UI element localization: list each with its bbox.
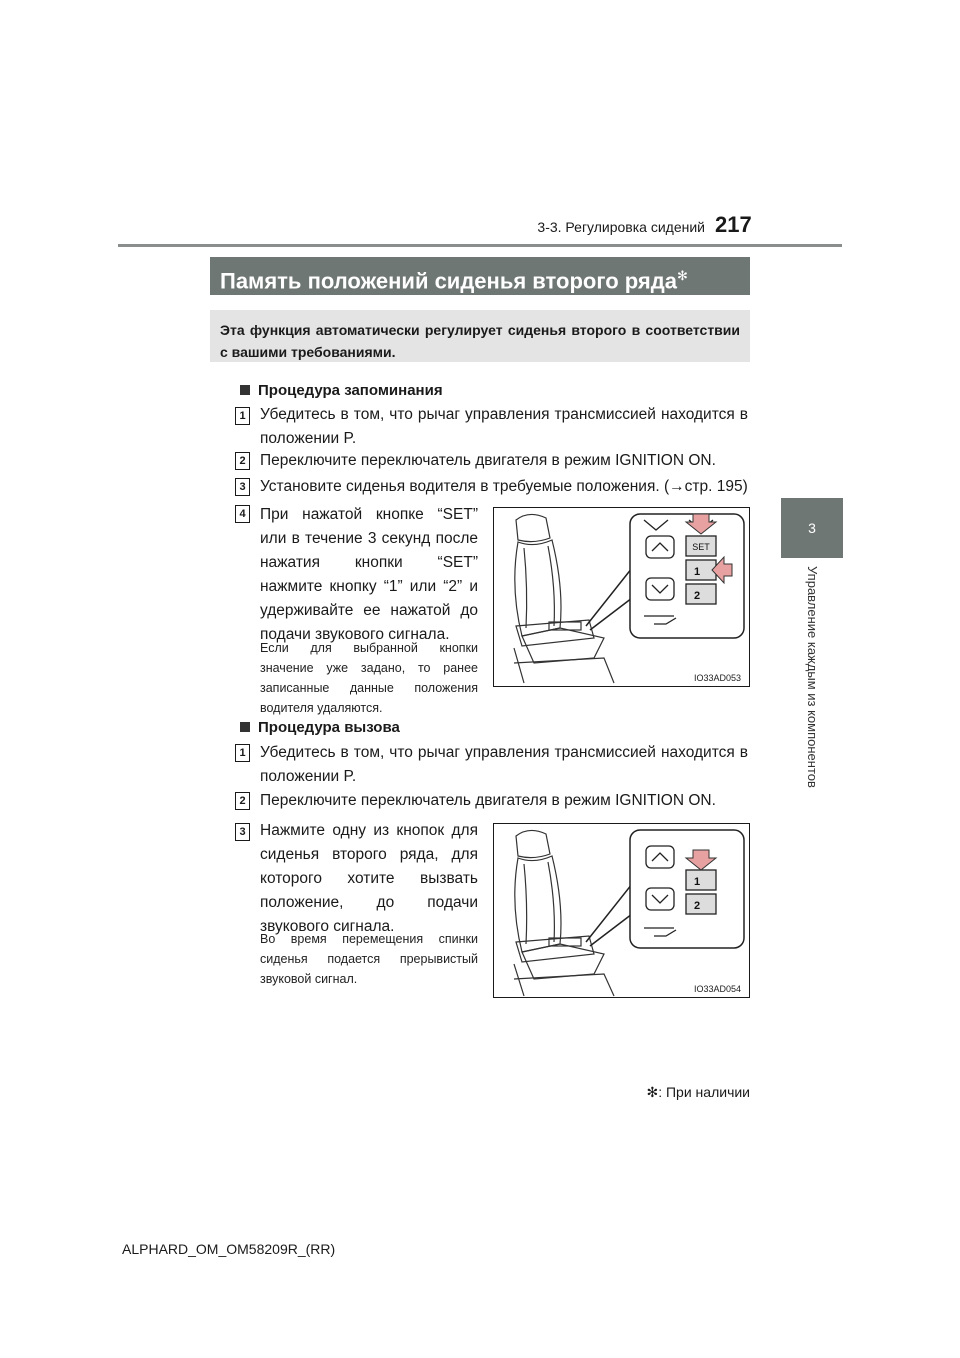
optional-star-icon: ✻ xyxy=(676,268,688,283)
set-button-label: SET xyxy=(692,542,710,552)
step-number: 3 xyxy=(235,823,250,841)
step-number: 1 xyxy=(235,744,250,762)
step-text: Установите сиденья водителя в требуемые положения. (→стр. 195) xyxy=(260,478,748,495)
intro-box: Эта функция автоматически регулирует сиденья второго в соответствии с вашими требованиями. xyxy=(210,310,750,362)
chapter-tab[interactable]: 3 xyxy=(781,498,843,558)
square-bullet-icon xyxy=(240,722,250,732)
recall-note: Во время перемещения спинки сиденья подается прерывистый звуковой сигнал. xyxy=(260,932,478,986)
figure-code: IO33AD053 xyxy=(694,673,742,683)
figure-set-memory xyxy=(493,507,750,687)
step-number: 4 xyxy=(235,505,250,523)
memory-button-1-label: 1 xyxy=(694,566,701,578)
figure-code: IO33AD054 xyxy=(694,984,742,994)
step-number: 1 xyxy=(235,407,250,425)
chapter-title: Управление каждым из компонентов xyxy=(805,566,820,788)
memory-button-1-label: 1 xyxy=(694,876,701,888)
step-number: 2 xyxy=(235,792,250,810)
optional-star-icon: ✻ xyxy=(646,1084,659,1100)
recall-heading: Процедура вызова xyxy=(240,719,400,736)
header-rule xyxy=(118,244,842,247)
memorize-heading: Процедура запоминания xyxy=(240,382,443,399)
step-text: Нажмите одну из кнопок для сиденья второго ряда, для которого хотите вызвать положение, до подачи звукового сигнала. xyxy=(260,822,478,935)
page-number: 217 xyxy=(715,212,752,237)
step-text: При нажатой кнопке “SET” или в течение 3 секунд после нажатия кнопки “SET” нажмите кнопку “1” или “2” и удерживайте ее нажатой до подачи звукового сигнала. xyxy=(260,506,478,643)
seat-recall-illustration xyxy=(494,824,749,997)
memory-button-2-label: 2 xyxy=(694,900,701,912)
figure-recall-memory xyxy=(493,823,750,998)
section-reference: 3-3. Регулировка сидений xyxy=(537,219,705,235)
memory-button-2-label: 2 xyxy=(694,590,701,602)
step-number: 2 xyxy=(235,452,250,470)
footnote: ✻: При наличии xyxy=(646,1084,750,1100)
document-id: ALPHARD_OM_OM58209R_(RR) xyxy=(122,1241,336,1257)
step-text: Переключите переключатель двигателя в режим IGNITION ON. xyxy=(260,452,716,469)
square-bullet-icon xyxy=(240,385,250,395)
step-text: Убедитесь в том, что рычаг управления трансмиссией находится в положении P. xyxy=(260,744,748,785)
step-number: 3 xyxy=(235,478,250,496)
step-text: Убедитесь в том, что рычаг управления трансмиссией находится в положении P. xyxy=(260,406,748,447)
section-title-text: Память положений сиденья второго ряда xyxy=(220,268,677,294)
memorize-note: Если для выбранной кнопки значение уже задано, то ранее записанные данные положения водителя удаляются. xyxy=(260,641,478,715)
seat-memory-illustration xyxy=(494,508,749,686)
section-title xyxy=(210,257,750,295)
step-text: Переключите переключатель двигателя в режим IGNITION ON. xyxy=(260,792,716,809)
